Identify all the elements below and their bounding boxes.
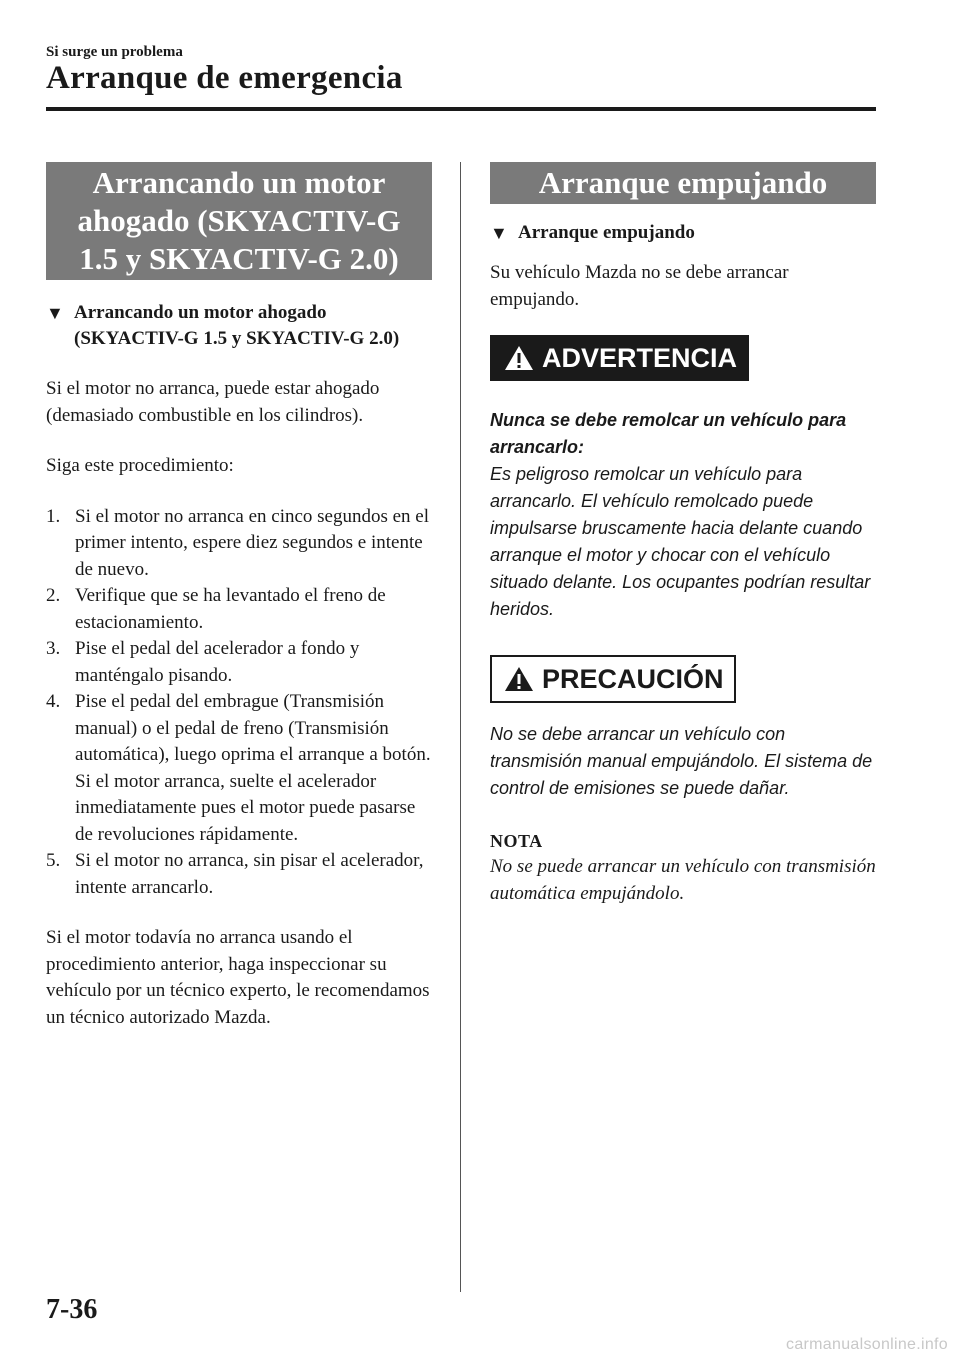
caution-label-box [490,655,736,703]
caution-block [490,655,876,802]
subsection-heading-push-start [490,220,876,246]
caution-triangle-icon [504,666,534,692]
page-number: 7-36 [46,1294,98,1325]
chapter-label: Si surge un problema [46,44,183,60]
section-banner-push-start: Arranque empujando [490,162,876,204]
subsection-heading-text: Arrancando un motor ahogado (SKYACTIV-G 1.5 y SKYACTIV-G 2.0) [74,302,400,349]
column-divider [460,162,461,1292]
title-rule [46,107,876,111]
left-column [46,162,432,1031]
banner-line: ahogado (SKYACTIV-G [77,203,401,238]
warning-triangle-icon [504,345,534,371]
caution-text: No se debe arrancar un vehículo con transmisión manual empujándolo. El sistema de control de emisiones se puede dañar. [490,724,873,798]
section-banner-flooded-engine [46,162,432,280]
page-title: Arranque de emergencia [46,60,403,96]
triangle-down-icon: ▼ [46,303,64,323]
closing-paragraph: Si el motor todavía no arranca usando el procedimiento anterior, haga inspeccionar su vehículo por un técnico experto, le recomendamos un técnico autorizado Mazda. [46,927,430,1028]
right-column [490,162,876,907]
warning-label: ADVERTENCIA [542,342,738,373]
banner-line: 1.5 y SKYACTIV-G 2.0) [79,241,399,276]
banner-line: Arrancando un motor [92,165,386,200]
note-label: NOTA [490,831,543,851]
push-start-intro: Su vehículo Mazda no se debe arrancar empujando. [490,262,789,310]
watermark: carmanualsonline.info [786,1336,948,1353]
warning-text: Es peligroso remolcar un vehículo para arrancarlo. El vehículo remolcado puede impulsarse bruscamente hacia delante cuando arranque el motor y chocar con el vehículo situado delante. Los ocupantes podrían resultar heridos. [490,464,871,619]
list-item: 2. Verifique que se ha levantado el freno de estacionamiento. [46,585,386,633]
warning-heading: Nunca se debe remolcar un vehículo para arrancarlo: [490,410,847,457]
procedure-lead: Siga este procedimiento: [46,455,234,476]
warning-label-box [490,335,749,381]
note-text: No se puede arrancar un vehículo con transmisión automática empujándolo. [490,856,876,904]
list-item: 1. Si el motor no arranca en cinco segundos en el primer intento, espere diez segundos e intente de nuevo. [46,505,430,580]
list-item: 4. Pise el pedal del embrague (Transmisión manual) o el pedal de freno (Transmisión automática), luego oprima el arranque a botón. Si el motor arranca, suelte el acelerador inmediatamente pues el motor puede pasarse de revoluciones rápidamente. [46,691,431,845]
intro-paragraph: Si el motor no arranca, puede estar ahogado (demasiado combustible en los cilindros). [46,378,380,426]
subsection-heading-flooded-engine [46,300,432,352]
subsection-heading-text: Arranque empujando [518,222,695,243]
list-item: 3. Pise el pedal del acelerador a fondo y manténgalo pisando. [46,638,360,686]
triangle-down-icon: ▼ [490,223,508,243]
procedure-steps [46,504,432,902]
caution-label: PRECAUCIÓN [542,663,724,694]
warning-block [490,335,876,623]
list-item: 5. Si el motor no arranca, sin pisar el acelerador, intente arrancarlo. [46,850,424,898]
